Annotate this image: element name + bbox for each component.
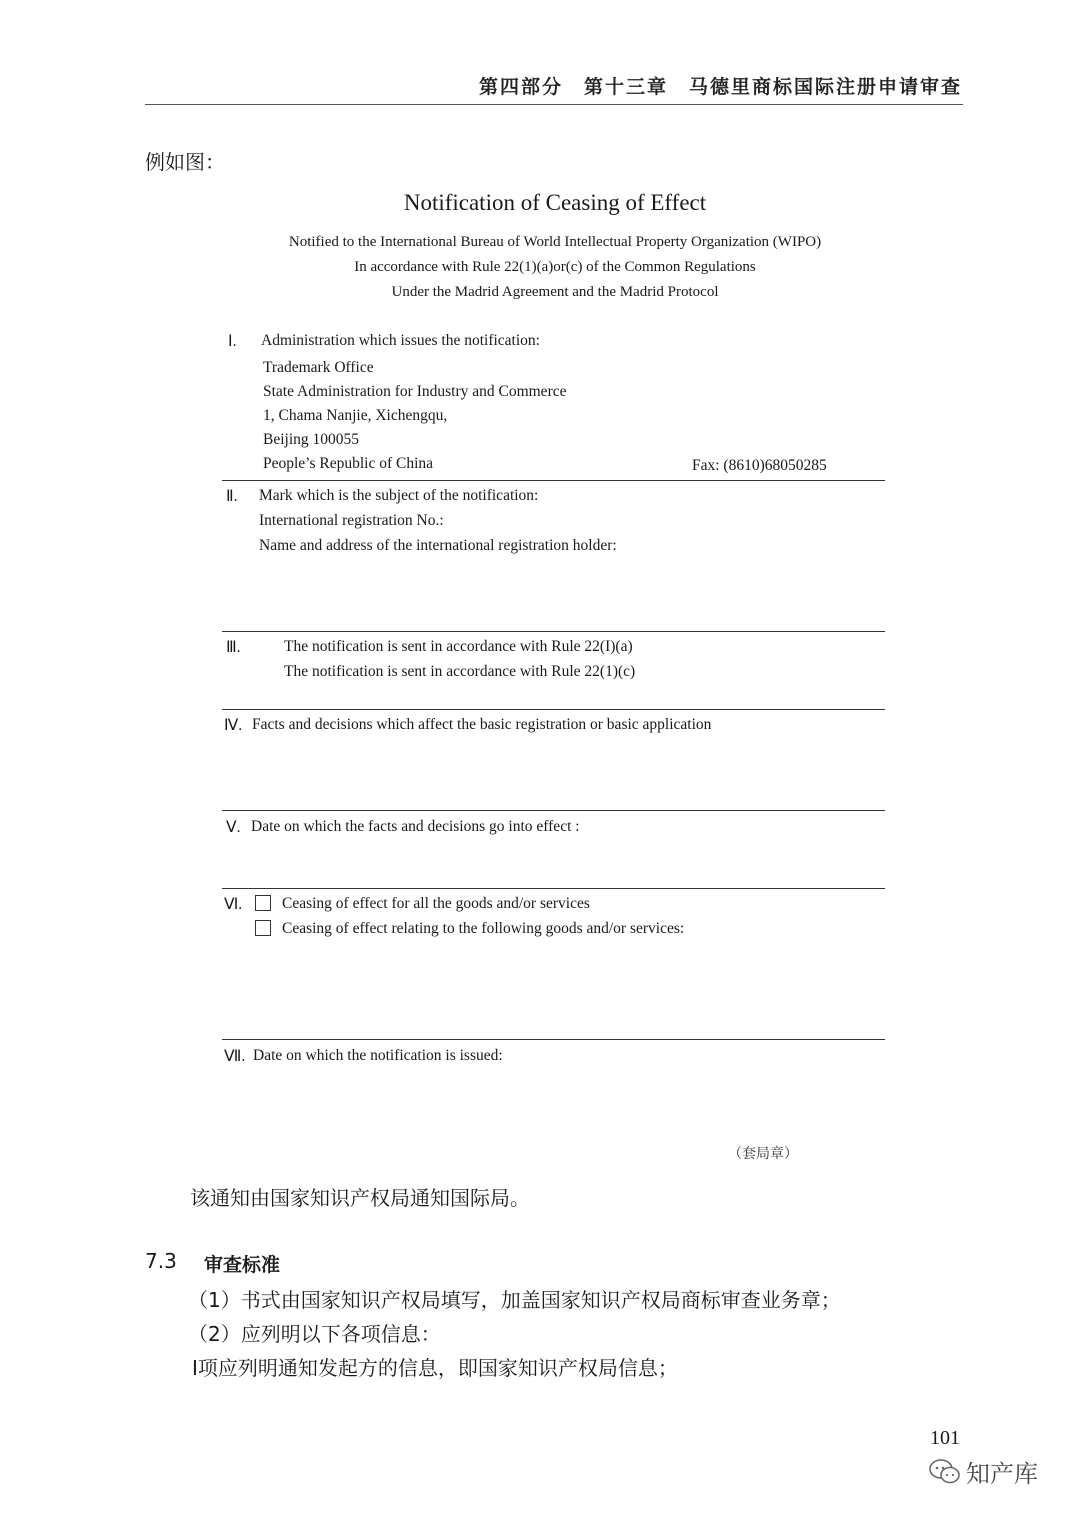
note-paragraph: 该通知由国家知识产权局通知国际局。 bbox=[190, 1186, 530, 1210]
partial-goods-checkbox[interactable] bbox=[255, 920, 271, 936]
address-line: 1, Chama Nanjie, Xichengqu, bbox=[263, 407, 448, 424]
section-1-heading: Administration which issues the notification: bbox=[261, 332, 540, 349]
page-number: 101 bbox=[930, 1427, 960, 1449]
seal-placeholder: （套局章） bbox=[728, 1146, 798, 1162]
section-divider bbox=[222, 480, 885, 481]
holder-name-label: Name and address of the international registration holder: bbox=[259, 537, 617, 554]
section-7-numeral: Ⅶ. bbox=[224, 1048, 246, 1065]
section-3-numeral: Ⅲ. bbox=[226, 639, 241, 656]
section-5-heading: Date on which the facts and decisions go into effect : bbox=[251, 818, 580, 835]
intro-text: 例如图： bbox=[145, 150, 225, 174]
form-subtitle-line: In accordance with Rule 22(1)(a)or(c) of the Common Regulations bbox=[354, 259, 756, 275]
section-divider bbox=[222, 709, 885, 710]
rule-option-text: The notification is sent in accordance with Rule 22(I)(a) bbox=[284, 638, 633, 655]
section-5-numeral: Ⅴ. bbox=[226, 819, 241, 836]
section-divider bbox=[222, 631, 885, 632]
section-6-numeral: Ⅵ. bbox=[224, 896, 243, 913]
section-2-numeral: Ⅱ. bbox=[226, 488, 238, 505]
section-7-heading: Date on which the notification is issued: bbox=[253, 1047, 503, 1064]
form-subtitle-line: Notified to the International Bureau of World Intellectual Property Organization (WIPO) bbox=[288, 234, 822, 250]
criteria-item: （2）应列明以下各项信息： bbox=[188, 1322, 441, 1346]
section-number: 7.3 bbox=[145, 1249, 177, 1273]
criteria-item: Ⅰ项应列明通知发起方的信息，即国家知识产权局信息； bbox=[192, 1356, 678, 1380]
all-goods-checkbox[interactable] bbox=[255, 895, 271, 911]
registration-number-label: International registration No.: bbox=[259, 512, 444, 529]
form-subtitle-line: Under the Madrid Agreement and the Madrid Protocol bbox=[391, 284, 719, 300]
section-divider bbox=[222, 810, 885, 811]
form-title: Notification of Ceasing of Effect bbox=[403, 190, 707, 215]
section-4-heading: Facts and decisions which affect the basic registration or basic application bbox=[252, 716, 712, 733]
header-rule bbox=[145, 104, 963, 105]
section-2-heading: Mark which is the subject of the notification: bbox=[259, 487, 539, 504]
section-1-numeral: Ⅰ. bbox=[228, 333, 237, 350]
checkbox-label: Ceasing of effect for all the goods and/or services bbox=[282, 895, 590, 912]
running-header: 第四部分 第十三章 马德里商标国际注册申请审查 bbox=[478, 76, 962, 98]
section-divider bbox=[222, 1039, 885, 1040]
watermark-text: 知产库 bbox=[966, 1460, 1038, 1488]
section-title: 审查标准 bbox=[204, 1254, 281, 1276]
checkbox-label: Ceasing of effect relating to the following goods and/or services: bbox=[282, 920, 685, 937]
address-line: State Administration for Industry and Commerce bbox=[263, 383, 567, 400]
section-divider bbox=[222, 888, 885, 889]
criteria-item: （1）书式由国家知识产权局填写，加盖国家知识产权局商标审查业务章； bbox=[188, 1288, 841, 1312]
address-line: People’s Republic of China bbox=[263, 455, 434, 472]
section-4-numeral: Ⅳ. bbox=[224, 717, 243, 734]
fax-number: Fax: (8610)68050285 bbox=[692, 457, 827, 474]
address-line: Beijing 100055 bbox=[263, 431, 360, 448]
watermark bbox=[928, 1454, 1038, 1489]
address-line: Trademark Office bbox=[263, 359, 374, 376]
rule-option-text: The notification is sent in accordance with Rule 22(1)(c) bbox=[284, 663, 636, 680]
chat-bubble-icon bbox=[928, 1458, 962, 1486]
